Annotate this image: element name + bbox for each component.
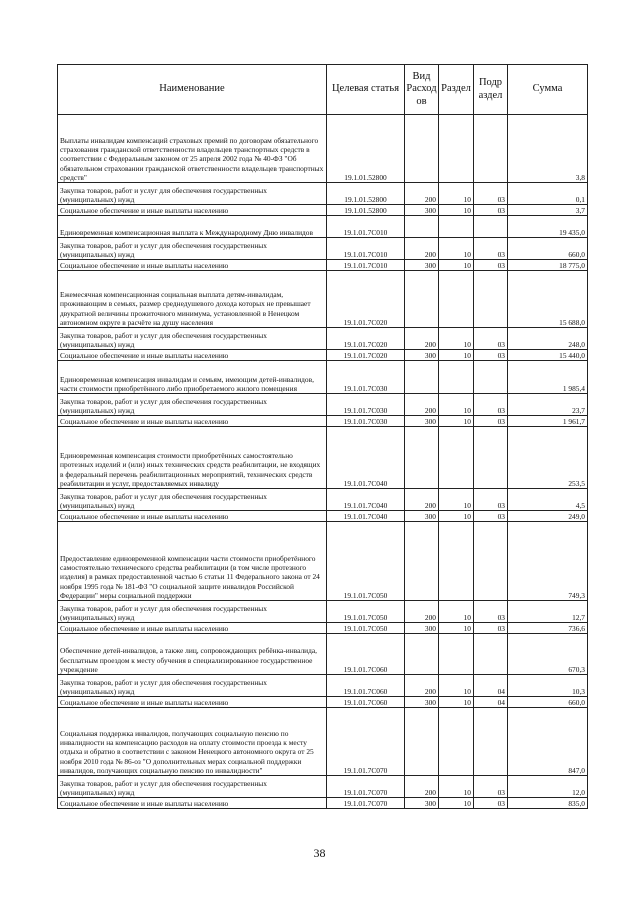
cell-sum: 253,5 <box>508 427 588 489</box>
cell-subsection <box>474 522 508 601</box>
cell-section <box>439 115 474 183</box>
cell-name: Социальное обеспечение и иные выплаты населению <box>58 511 327 522</box>
cell-expense-type: 200 <box>405 394 439 416</box>
cell-subsection: 03 <box>474 350 508 361</box>
budget-table <box>57 64 588 809</box>
cell-name: Социальное обеспечение и иные выплаты населению <box>58 798 327 809</box>
table-row <box>58 623 588 634</box>
table-row <box>58 328 588 350</box>
cell-section: 10 <box>439 394 474 416</box>
cell-target: 19.1.01.7С040 <box>327 511 405 522</box>
cell-sum: 15 440,0 <box>508 350 588 361</box>
cell-subsection <box>474 271 508 328</box>
cell-subsection: 04 <box>474 675 508 697</box>
cell-subsection <box>474 634 508 675</box>
cell-sum: 18 775,0 <box>508 260 588 271</box>
cell-target: 19.1.01.7С030 <box>327 361 405 394</box>
cell-target: 19.1.01.7С010 <box>327 216 405 238</box>
cell-name: Обеспечение детей-инвалидов, а также лиц, сопровождающих ребёнка-инвалида, бесплатным проездом к месту обучения в специализированное государственное учреждение <box>58 634 327 675</box>
cell-expense-type <box>405 708 439 776</box>
cell-expense-type: 300 <box>405 350 439 361</box>
cell-subsection <box>474 427 508 489</box>
cell-name: Выплаты инвалидам компенсаций страховых премий по договорам обязательного страхования гражданской ответственности владельцев транспортных средств в соответствии с Федеральным законом от 25 апреля 2002 года № 40-ФЗ "Об обязательном страховании гражданской ответственности владельцев транспортных средств" <box>58 115 327 183</box>
cell-section: 10 <box>439 416 474 427</box>
table-row <box>58 522 588 601</box>
header-subsection: Подр аздел <box>474 65 508 115</box>
cell-section: 10 <box>439 798 474 809</box>
cell-section: 10 <box>439 776 474 798</box>
cell-name: Единовременная компенсационная выплата к Международному Дню инвалидов <box>58 216 327 238</box>
cell-sum: 249,0 <box>508 511 588 522</box>
cell-subsection: 03 <box>474 416 508 427</box>
cell-expense-type: 200 <box>405 238 439 260</box>
cell-section <box>439 361 474 394</box>
cell-expense-type: 300 <box>405 205 439 216</box>
cell-target: 19.1.01.7С060 <box>327 675 405 697</box>
cell-section: 10 <box>439 205 474 216</box>
cell-subsection <box>474 115 508 183</box>
cell-section <box>439 216 474 238</box>
cell-name: Закупка товаров, работ и услуг для обеспечения государственных (муниципальных) нужд <box>58 394 327 416</box>
cell-subsection: 03 <box>474 394 508 416</box>
cell-subsection: 03 <box>474 511 508 522</box>
cell-sum: 248,0 <box>508 328 588 350</box>
cell-section: 10 <box>439 623 474 634</box>
cell-name: Ежемесячная компенсационная социальная выплата детям-инвалидам, проживающим в семьях, размер среднедушевого дохода которых не превышает двукратной величины прожиточного минимума, установленной в Ненецком автономном округе в расчёте на душу населения <box>58 271 327 328</box>
cell-section: 10 <box>439 238 474 260</box>
cell-subsection: 03 <box>474 798 508 809</box>
header-sum: Сумма <box>508 65 588 115</box>
cell-name: Предоставление единовременной компенсации части стоимости приобретённого самостоятельно технического средства реабилитации (в том числе протезного изделия) в рамках предоставленной частью 6 статьи 11 Федерального закона от 24 ноября 1995 года № 181-ФЗ "О социальной защите инвалидов Российской Федерации" меры социальной поддержки <box>58 522 327 601</box>
cell-section <box>439 427 474 489</box>
cell-expense-type <box>405 634 439 675</box>
cell-name: Социальное обеспечение и иные выплаты населению <box>58 205 327 216</box>
cell-sum: 1 961,7 <box>508 416 588 427</box>
cell-target: 19.1.01.7С020 <box>327 328 405 350</box>
cell-sum: 736,6 <box>508 623 588 634</box>
cell-expense-type: 200 <box>405 489 439 511</box>
cell-target: 19.1.01.7С040 <box>327 427 405 489</box>
cell-sum: 749,3 <box>508 522 588 601</box>
header-name: Наименование <box>58 65 327 115</box>
cell-name: Единовременная компенсация инвалидам и семьям, имеющим детей-инвалидов, части стоимости приобретённого либо приобретаемого жилого помещения <box>58 361 327 394</box>
cell-name: Закупка товаров, работ и услуг для обеспечения государственных (муниципальных) нужд <box>58 328 327 350</box>
cell-target: 19.1.01.7С030 <box>327 394 405 416</box>
cell-expense-type: 200 <box>405 601 439 623</box>
table-row <box>58 708 588 776</box>
cell-section: 10 <box>439 183 474 205</box>
cell-sum: 3,7 <box>508 205 588 216</box>
cell-sum: 4,5 <box>508 489 588 511</box>
cell-target: 19.1.01.7С030 <box>327 416 405 427</box>
table-row <box>58 634 588 675</box>
cell-subsection: 03 <box>474 238 508 260</box>
cell-section: 10 <box>439 675 474 697</box>
table-row <box>58 183 588 205</box>
cell-name: Закупка товаров, работ и услуг для обеспечения государственных (муниципальных) нужд <box>58 776 327 798</box>
cell-subsection: 03 <box>474 328 508 350</box>
cell-section <box>439 634 474 675</box>
cell-section: 10 <box>439 328 474 350</box>
table-row <box>58 776 588 798</box>
cell-sum: 1 985,4 <box>508 361 588 394</box>
cell-sum: 3,8 <box>508 115 588 183</box>
table-row <box>58 697 588 708</box>
cell-expense-type <box>405 271 439 328</box>
cell-expense-type: 300 <box>405 416 439 427</box>
cell-sum: 19 435,0 <box>508 216 588 238</box>
cell-section: 10 <box>439 489 474 511</box>
table-row <box>58 216 588 238</box>
cell-section: 10 <box>439 260 474 271</box>
cell-target: 19.1.01.7С070 <box>327 776 405 798</box>
cell-subsection <box>474 361 508 394</box>
cell-target: 19.1.01.7С020 <box>327 271 405 328</box>
cell-name: Закупка товаров, работ и услуг для обеспечения государственных (муниципальных) нужд <box>58 601 327 623</box>
cell-subsection: 03 <box>474 260 508 271</box>
table-row <box>58 115 588 183</box>
cell-expense-type <box>405 522 439 601</box>
cell-subsection <box>474 708 508 776</box>
cell-name: Социальное обеспечение и иные выплаты населению <box>58 697 327 708</box>
cell-expense-type: 200 <box>405 675 439 697</box>
cell-section <box>439 708 474 776</box>
cell-name: Социальное обеспечение и иные выплаты населению <box>58 350 327 361</box>
cell-sum: 15 688,0 <box>508 271 588 328</box>
table-body <box>58 115 588 809</box>
cell-expense-type: 300 <box>405 697 439 708</box>
cell-name: Закупка товаров, работ и услуг для обеспечения государственных (муниципальных) нужд <box>58 238 327 260</box>
cell-sum: 10,3 <box>508 675 588 697</box>
header-target: Целевая статья <box>327 65 405 115</box>
cell-subsection: 03 <box>474 489 508 511</box>
cell-target: 19.1.01.7С040 <box>327 489 405 511</box>
cell-sum: 835,0 <box>508 798 588 809</box>
table-row <box>58 238 588 260</box>
cell-target: 19.1.01.7С060 <box>327 697 405 708</box>
cell-target: 19.1.01.7С070 <box>327 798 405 809</box>
table-row <box>58 511 588 522</box>
table-row <box>58 601 588 623</box>
table-row <box>58 260 588 271</box>
cell-subsection: 03 <box>474 205 508 216</box>
cell-name: Социальная поддержка инвалидов, получающих социальную пенсию по инвалидности на компенсацию расходов на оплату стоимости проезда к месту отдыха и обратно в соответствии с законом Ненецкого автономного округа от 25 ноября 2010 года № 86-оз "О дополнительных мерах социальной поддержки инвалидов, получающих социальную пенсию по инвалидности" <box>58 708 327 776</box>
cell-target: 19.1.01.7С050 <box>327 623 405 634</box>
cell-name: Социальное обеспечение и иные выплаты населению <box>58 623 327 634</box>
cell-subsection: 03 <box>474 183 508 205</box>
cell-section: 10 <box>439 511 474 522</box>
table-header <box>58 65 588 115</box>
table-row <box>58 350 588 361</box>
cell-expense-type <box>405 115 439 183</box>
cell-name: Закупка товаров, работ и услуг для обеспечения государственных (муниципальных) нужд <box>58 675 327 697</box>
cell-target: 19.1.01.7С010 <box>327 260 405 271</box>
header-expense-type: Вид Расход ов <box>405 65 439 115</box>
cell-name: Социальное обеспечение и иные выплаты населению <box>58 260 327 271</box>
cell-expense-type: 200 <box>405 183 439 205</box>
header-section: Раздел <box>439 65 474 115</box>
table-row <box>58 205 588 216</box>
cell-target: 19.1.01.52800 <box>327 115 405 183</box>
cell-subsection: 03 <box>474 776 508 798</box>
cell-section <box>439 271 474 328</box>
table-row <box>58 271 588 328</box>
cell-expense-type <box>405 427 439 489</box>
cell-name: Социальное обеспечение и иные выплаты населению <box>58 416 327 427</box>
cell-target: 19.1.01.7С050 <box>327 601 405 623</box>
cell-target: 19.1.01.52800 <box>327 205 405 216</box>
cell-sum: 12,7 <box>508 601 588 623</box>
cell-expense-type: 300 <box>405 798 439 809</box>
table-row <box>58 427 588 489</box>
cell-name: Закупка товаров, работ и услуг для обеспечения государственных (муниципальных) нужд <box>58 183 327 205</box>
cell-expense-type <box>405 361 439 394</box>
page-number: 38 <box>313 846 326 860</box>
cell-target: 19.1.01.7С010 <box>327 238 405 260</box>
cell-sum: 23,7 <box>508 394 588 416</box>
cell-sum: 670,3 <box>508 634 588 675</box>
cell-subsection: 03 <box>474 623 508 634</box>
cell-target: 19.1.01.7С020 <box>327 350 405 361</box>
cell-section: 10 <box>439 697 474 708</box>
cell-target: 19.1.01.7С050 <box>327 522 405 601</box>
table-row <box>58 675 588 697</box>
cell-target: 19.1.01.52800 <box>327 183 405 205</box>
table-row <box>58 489 588 511</box>
cell-subsection <box>474 216 508 238</box>
table-row <box>58 394 588 416</box>
cell-section <box>439 522 474 601</box>
cell-subsection: 04 <box>474 697 508 708</box>
cell-target: 19.1.01.7С070 <box>327 708 405 776</box>
cell-sum: 660,0 <box>508 697 588 708</box>
cell-expense-type: 200 <box>405 776 439 798</box>
table-row <box>58 798 588 809</box>
cell-expense-type: 300 <box>405 260 439 271</box>
cell-target: 19.1.01.7С060 <box>327 634 405 675</box>
table-row <box>58 416 588 427</box>
cell-expense-type: 300 <box>405 623 439 634</box>
table-row <box>58 361 588 394</box>
cell-section: 10 <box>439 350 474 361</box>
cell-subsection: 03 <box>474 601 508 623</box>
cell-sum: 847,0 <box>508 708 588 776</box>
cell-expense-type: 200 <box>405 328 439 350</box>
cell-expense-type <box>405 216 439 238</box>
cell-section: 10 <box>439 601 474 623</box>
cell-name: Закупка товаров, работ и услуг для обеспечения государственных (муниципальных) нужд <box>58 489 327 511</box>
cell-sum: 660,0 <box>508 238 588 260</box>
cell-sum: 12,0 <box>508 776 588 798</box>
cell-expense-type: 300 <box>405 511 439 522</box>
cell-name: Единовременная компенсация стоимости приобретённых самостоятельно протезных изделий и (или) иных технических средств реабилитации, не входящих в федеральный перечень реабилитационных мероприятий, технических средств реабилитации и услуг, предоставляемых инвалиду <box>58 427 327 489</box>
cell-sum: 0,1 <box>508 183 588 205</box>
